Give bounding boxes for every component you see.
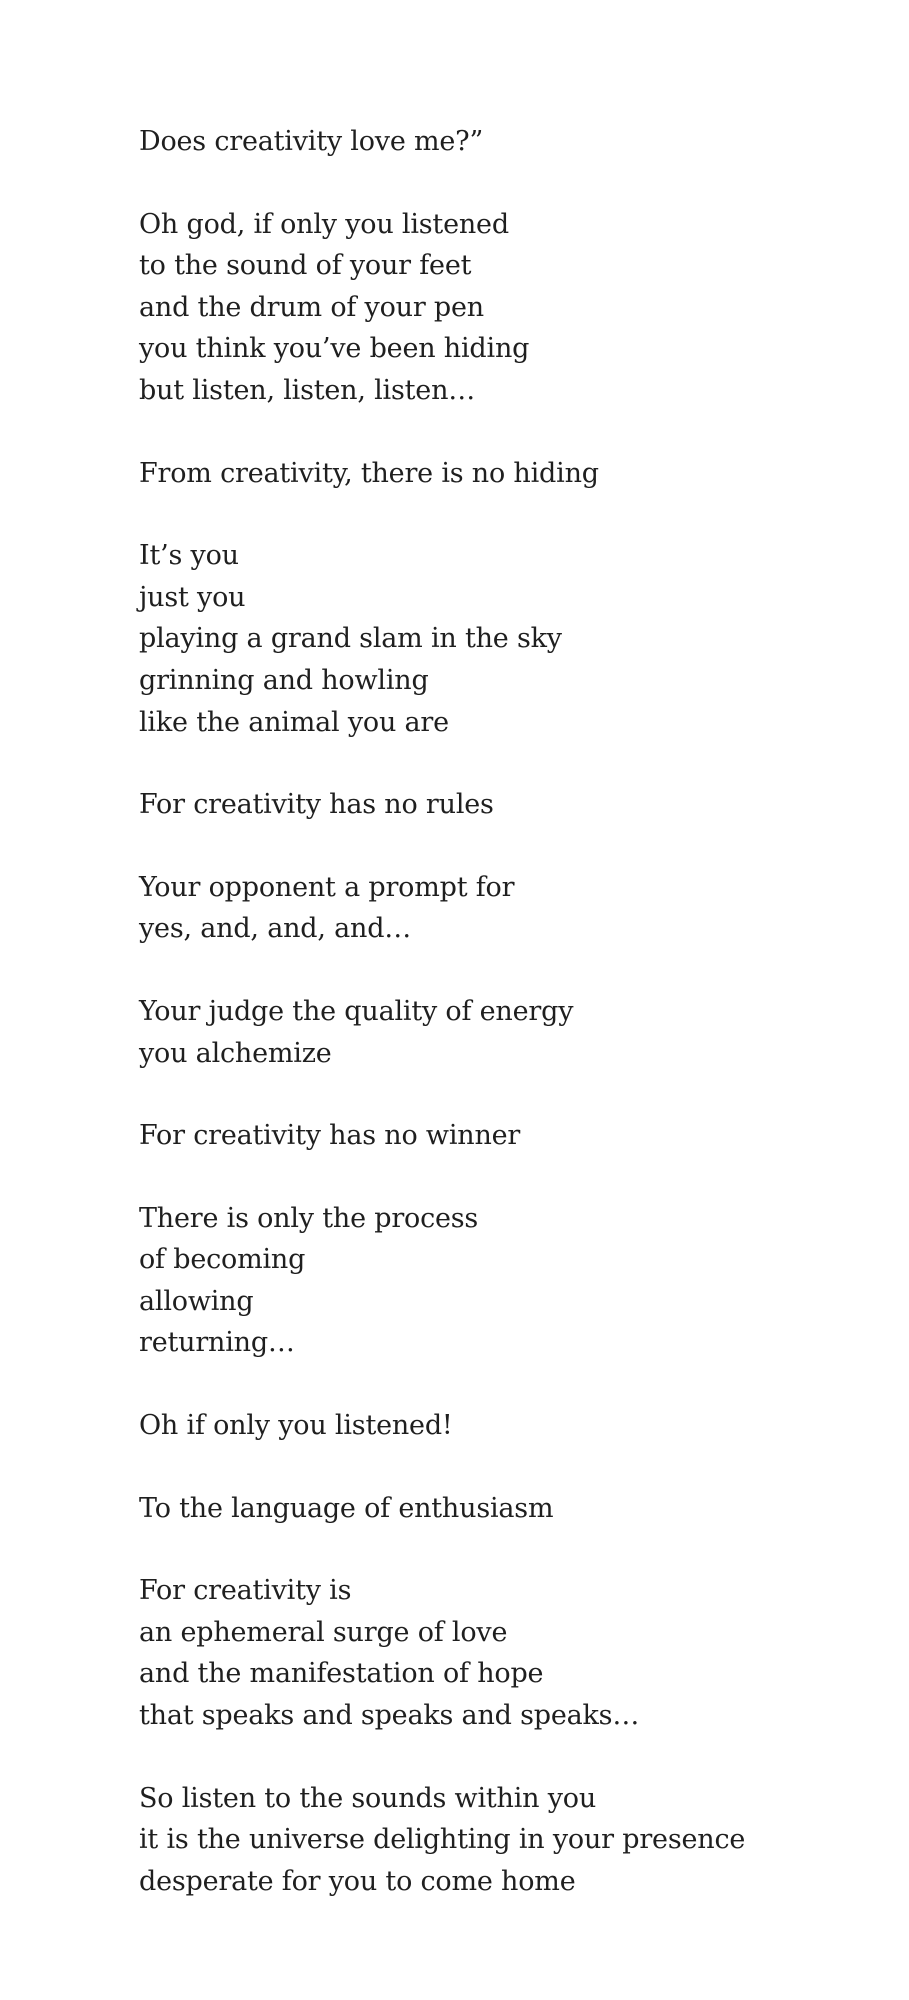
poem-line: Your opponent a prompt for xyxy=(139,871,515,903)
poem-stanza xyxy=(139,1570,879,1736)
poem-line: that speaks and speaks and speaks… xyxy=(139,1700,640,1732)
poem-line: an ephemeral surge of love xyxy=(139,1616,508,1648)
poem-stanza xyxy=(139,1115,879,1157)
poem-line: From creativity, there is no hiding xyxy=(139,457,599,489)
poem-line: So listen to the sounds within you xyxy=(139,1782,597,1814)
poem-line: For creativity has no winner xyxy=(139,1120,521,1152)
poem-stanza xyxy=(139,1488,879,1530)
poem-line: it is the universe delighting in your presence xyxy=(139,1824,746,1856)
poem-line: grinning and howling xyxy=(139,664,429,696)
poem-line: Oh god, if only you listened xyxy=(139,208,509,240)
poem-body xyxy=(139,121,879,1943)
poem-line: like the animal you are xyxy=(139,706,449,738)
poem-line: and the manifestation of hope xyxy=(139,1658,544,1690)
poem-line: Does creativity love me?” xyxy=(139,126,484,157)
poem-line: and the drum of your pen xyxy=(139,291,484,323)
poem-line: allowing xyxy=(139,1285,254,1317)
poem-line: For creativity is xyxy=(139,1575,352,1607)
poem-stanza xyxy=(139,121,879,163)
poem-stanza xyxy=(139,991,879,1074)
poem-line: desperate for you to come home xyxy=(139,1865,576,1897)
poem-line: you think you’ve been hiding xyxy=(139,333,530,365)
poem-line: yes, and, and, and… xyxy=(139,913,412,945)
poem-line: To the language of enthusiasm xyxy=(139,1492,554,1524)
poem-line: For creativity has no rules xyxy=(139,789,494,821)
poem-stanza xyxy=(139,453,879,495)
poem-line: just you xyxy=(139,581,246,613)
poem-line: Oh if only you listened! xyxy=(139,1410,453,1442)
poem-stanza xyxy=(139,784,879,826)
poem-stanza xyxy=(139,535,879,743)
poem-line: of becoming xyxy=(139,1244,306,1276)
poem-stanza xyxy=(139,204,879,412)
poem-stanza xyxy=(139,1198,879,1364)
poem-line: Your judge the quality of energy xyxy=(139,995,574,1027)
poem-line: but listen, listen, listen… xyxy=(139,374,476,406)
poem-line: to the sound of your feet xyxy=(139,250,472,282)
poem-line: returning… xyxy=(139,1327,295,1359)
poem-line: you alchemize xyxy=(139,1037,332,1069)
poem-line: playing a grand slam in the sky xyxy=(139,623,562,655)
poem-line: There is only the process xyxy=(139,1202,479,1234)
poem-line: It’s you xyxy=(139,540,239,572)
poem-stanza xyxy=(139,1778,879,1903)
poem-stanza xyxy=(139,867,879,950)
poem-stanza xyxy=(139,1405,879,1447)
